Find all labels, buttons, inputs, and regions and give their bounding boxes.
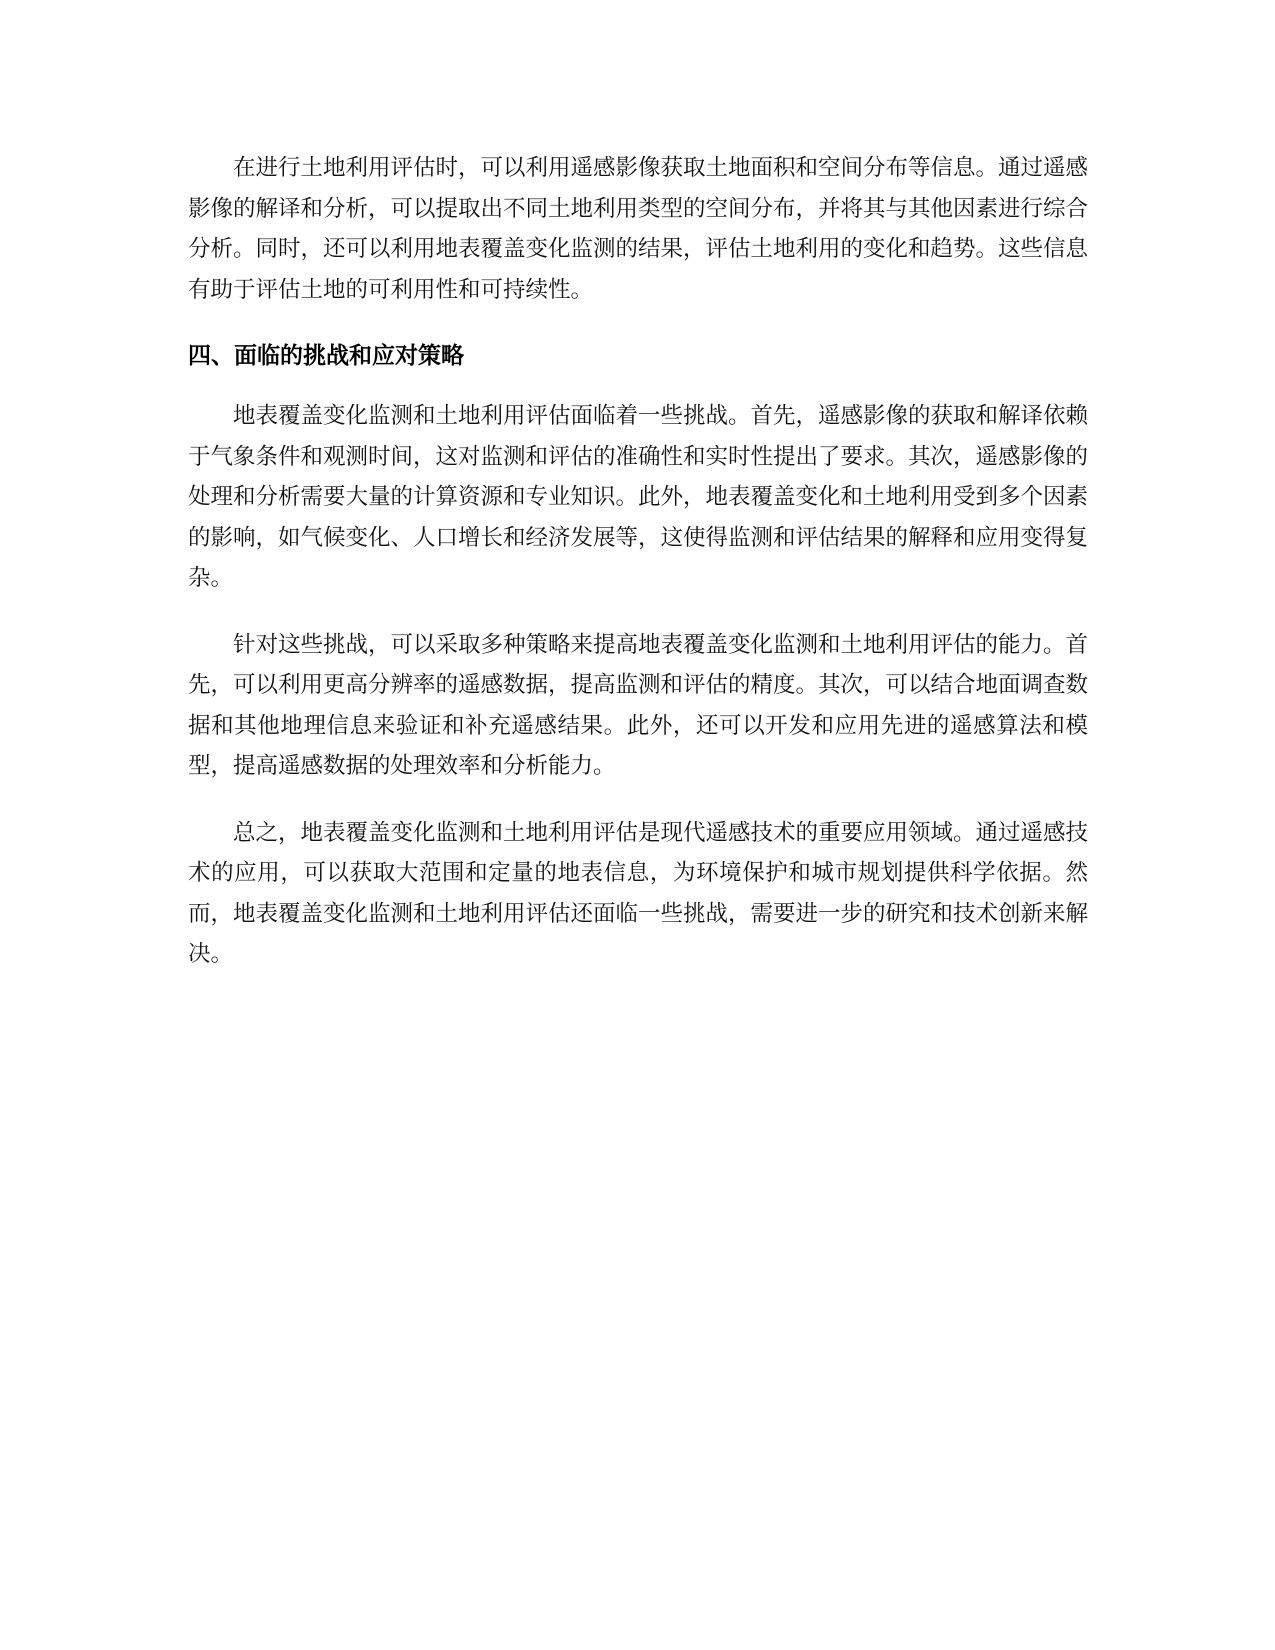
section-heading-challenges: 四、面临的挑战和应对策略	[188, 343, 464, 369]
document-body	[188, 148, 1088, 1001]
paragraph-land-use-assessment: 在进行土地利用评估时，可以利用遥感影像获取土地面积和空间分布等信息。通过遥感影像的解译和分析，可以提取出不同土地利用类型的空间分布，并将其与其他因素进行综合分析。同时，还可以利用地表覆盖变化监测的结果，评估土地利用的变化和趋势。这些信息有助于评估土地的可利用性和可持续性。	[188, 155, 1089, 303]
paragraph-strategies: 针对这些挑战，可以采取多种策略来提高地表覆盖变化监测和土地利用评估的能力。首先，可以利用更高分辨率的遥感数据，提高监测和评估的精度。其次，可以结合地面调查数据和其他地理信息来验证和补充遥感结果。此外，还可以开发和应用先进的遥感算法和模型，提高遥感数据的处理效率和分析能力。	[188, 631, 1089, 779]
paragraph-conclusion: 总之，地表覆盖变化监测和土地利用评估是现代遥感技术的重要应用领域。通过遥感技术的应用，可以获取大范围和定量的地表信息，为环境保护和城市规划提供科学依据。然而，地表覆盖变化监测和土地利用评估还面临一些挑战，需要进一步的研究和技术创新来解决。	[188, 819, 1089, 967]
paragraph-challenges: 地表覆盖变化监测和土地利用评估面临着一些挑战。首先，遥感影像的获取和解译依赖于气象条件和观测时间，这对监测和评估的准确性和实时性提出了要求。其次，遥感影像的处理和分析需要大量的计算资源和专业知识。此外，地表覆盖变化和土地利用受到多个因素的影响，如气候变化、人口增长和经济发展等，这使得监测和评估结果的解释和应用变得复杂。	[188, 403, 1089, 591]
